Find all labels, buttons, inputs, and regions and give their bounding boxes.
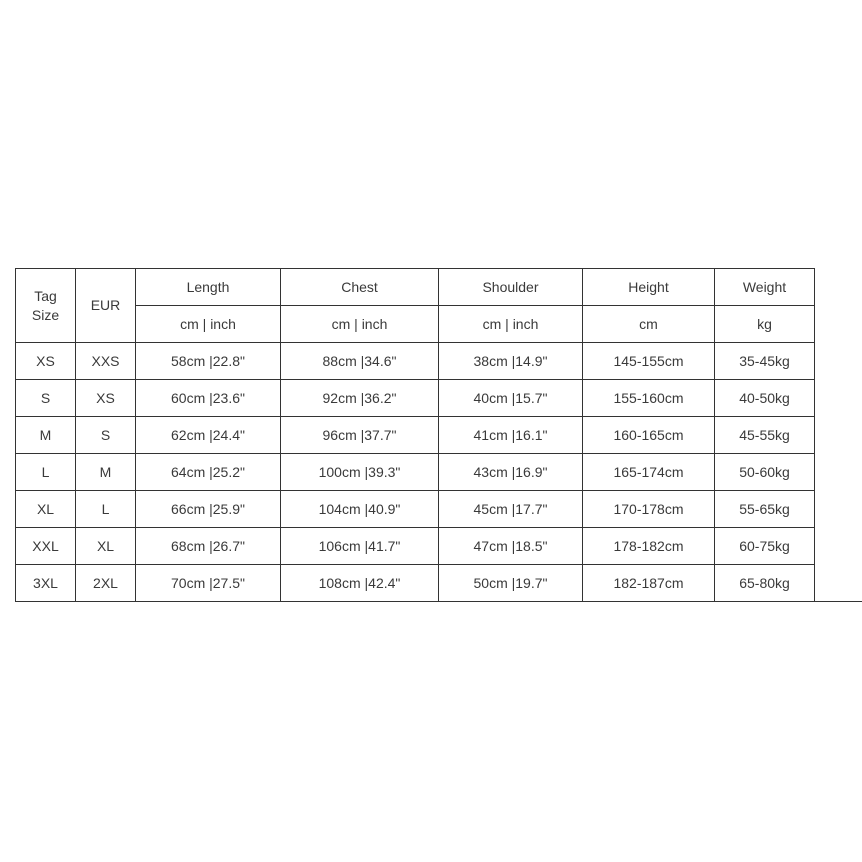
chest-cell: 108cm |42.4": [281, 565, 439, 602]
chest-cell: 104cm |40.9": [281, 491, 439, 528]
weight-cell: 65-80kg: [715, 565, 815, 602]
tag-size-cell: M: [16, 417, 76, 454]
weight-cell: 45-55kg: [715, 417, 815, 454]
header-tag-word: Tag: [34, 287, 57, 304]
weight-cell: 40-50kg: [715, 380, 815, 417]
eur-size-cell: XXS: [76, 343, 136, 380]
eur-size-cell: XS: [76, 380, 136, 417]
header-height: Height: [583, 269, 715, 306]
eur-size-cell: L: [76, 491, 136, 528]
table-row: [16, 528, 815, 565]
table-row: [16, 343, 815, 380]
eur-size-cell: M: [76, 454, 136, 491]
shoulder-cell: 41cm |16.1": [439, 417, 583, 454]
shoulder-cell: 50cm |19.7": [439, 565, 583, 602]
height-cell: 160-165cm: [583, 417, 715, 454]
eur-size-cell: 2XL: [76, 565, 136, 602]
table-row: [16, 491, 815, 528]
shoulder-cell: 45cm |17.7": [439, 491, 583, 528]
units-row: [16, 306, 815, 343]
weight-cell: 50-60kg: [715, 454, 815, 491]
length-cell: 68cm |26.7": [136, 528, 281, 565]
length-cell: 62cm |24.4": [136, 417, 281, 454]
weight-cell: 55-65kg: [715, 491, 815, 528]
shoulder-cell: 40cm |15.7": [439, 380, 583, 417]
height-cell: 145-155cm: [583, 343, 715, 380]
weight-cell: 60-75kg: [715, 528, 815, 565]
header-weight: Weight: [715, 269, 815, 306]
header-eur: EUR: [76, 269, 136, 343]
height-cell: 178-182cm: [583, 528, 715, 565]
tag-size-cell: XS: [16, 343, 76, 380]
chest-cell: 106cm |41.7": [281, 528, 439, 565]
length-cell: 66cm |25.9": [136, 491, 281, 528]
chest-cell: 100cm |39.3": [281, 454, 439, 491]
tag-size-cell: XXL: [16, 528, 76, 565]
eur-size-cell: XL: [76, 528, 136, 565]
height-cell: 165-174cm: [583, 454, 715, 491]
height-cell: 182-187cm: [583, 565, 715, 602]
unit-height: cm: [583, 306, 715, 343]
tag-size-cell: XL: [16, 491, 76, 528]
height-cell: 170-178cm: [583, 491, 715, 528]
header-chest: Chest: [281, 269, 439, 306]
tag-size-cell: 3XL: [16, 565, 76, 602]
chest-cell: 88cm |34.6": [281, 343, 439, 380]
table-row: [16, 565, 815, 602]
shoulder-cell: 43cm |16.9": [439, 454, 583, 491]
shoulder-cell: 38cm |14.9": [439, 343, 583, 380]
eur-size-cell: S: [76, 417, 136, 454]
header-shoulder: Shoulder: [439, 269, 583, 306]
tag-size-cell: S: [16, 380, 76, 417]
length-cell: 58cm |22.8": [136, 343, 281, 380]
weight-cell: 35-45kg: [715, 343, 815, 380]
header-row: [16, 269, 815, 306]
size-chart-body: [16, 269, 815, 602]
table-row: [16, 417, 815, 454]
shoulder-cell: 47cm |18.5": [439, 528, 583, 565]
length-cell: 64cm |25.2": [136, 454, 281, 491]
bottom-divider-line: [815, 601, 862, 602]
table-row: [16, 454, 815, 491]
chest-cell: 92cm |36.2": [281, 380, 439, 417]
chest-cell: 96cm |37.7": [281, 417, 439, 454]
table-row: [16, 380, 815, 417]
unit-shoulder: cm | inch: [439, 306, 583, 343]
unit-chest: cm | inch: [281, 306, 439, 343]
unit-length: cm | inch: [136, 306, 281, 343]
size-chart-table: [15, 268, 815, 602]
tag-size-cell: L: [16, 454, 76, 491]
header-length: Length: [136, 269, 281, 306]
height-cell: 155-160cm: [583, 380, 715, 417]
header-tag-size: [16, 269, 76, 343]
header-size-word: Size: [31, 306, 60, 323]
unit-weight: kg: [715, 306, 815, 343]
length-cell: 70cm |27.5": [136, 565, 281, 602]
length-cell: 60cm |23.6": [136, 380, 281, 417]
